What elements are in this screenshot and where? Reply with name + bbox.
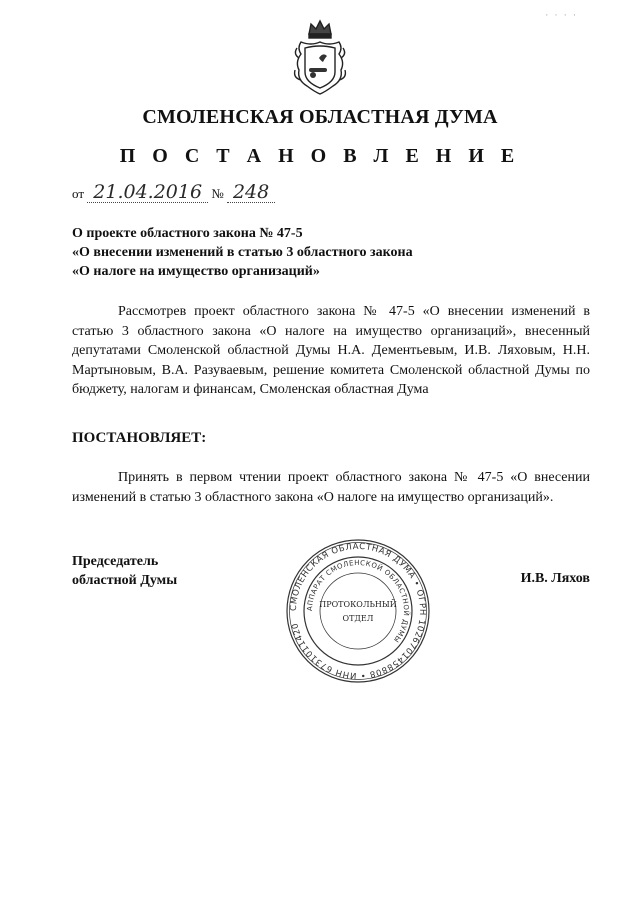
number-label: № — [211, 186, 224, 201]
subject-line-2: «О внесении изменений в статью 3 областного закона — [72, 245, 413, 260]
signatory-name: И.В. Ляхов — [520, 571, 590, 586]
stamp-outer-text: СМОЛЕНСКАЯ ОБЛАСТНАЯ ДУМА • ОГРН 1026701458808 • ИНН 6731011420 — [288, 541, 428, 681]
stamp-center-line-1: ПРОТОКОЛЬНЫЙ — [319, 600, 397, 609]
handwritten-date: 21.04.2016 — [87, 182, 208, 203]
subject-line-1: О проекте областного закона № 47-5 — [72, 226, 303, 241]
resolution-paragraph: Принять в первом чтении проект областного закона № 47-5 «О внесении изменений в статью 3 областного закона «О налоге на имущество организаций». — [72, 470, 590, 505]
organization-title: СМОЛЕНСКАЯ ОБЛАСТНАЯ ДУМА — [142, 106, 498, 128]
signatory-title-line-1: Председатель — [72, 554, 159, 569]
resolves-heading: ПОСТАНОВЛЯЕТ: — [72, 430, 207, 446]
subject-block — [72, 224, 413, 281]
signatory-title — [72, 552, 177, 590]
stamp-center-line-2: ОТДЕЛ — [342, 614, 374, 623]
date-from-label: от — [72, 186, 85, 201]
scan-artifact: · · · · — [545, 10, 578, 20]
handwritten-number: 248 — [227, 182, 275, 203]
official-stamp — [284, 537, 432, 685]
date-number-line — [72, 182, 275, 203]
subject-line-3: «О налоге на имущество организаций» — [72, 264, 320, 279]
signatory-title-line-2: областной Думы — [72, 573, 178, 588]
coat-of-arms-icon — [289, 18, 351, 98]
preamble-paragraph: Рассмотрев проект областного закона № 47-5 «О внесении изменений в статью 3 областного закона «О налоге на имущество организаций», внесенный депутатами Смоленской областной Думы Н.А. Дементьевым, И.В. Ляховым, Н.Н. Мартыновым, В.А. Разуваевым, решение комитета Смоленской областной Думы по бюджету, налогам и финансам, Смоленская областная Дума — [72, 304, 590, 397]
document-type-title: П О С Т А Н О В Л Е Н И Е — [119, 145, 521, 167]
stamp-inner-text: АППАРАТ СМОЛЕНСКОЙ ОБЛАСТНОЙ ДУМЫ — [305, 558, 411, 645]
